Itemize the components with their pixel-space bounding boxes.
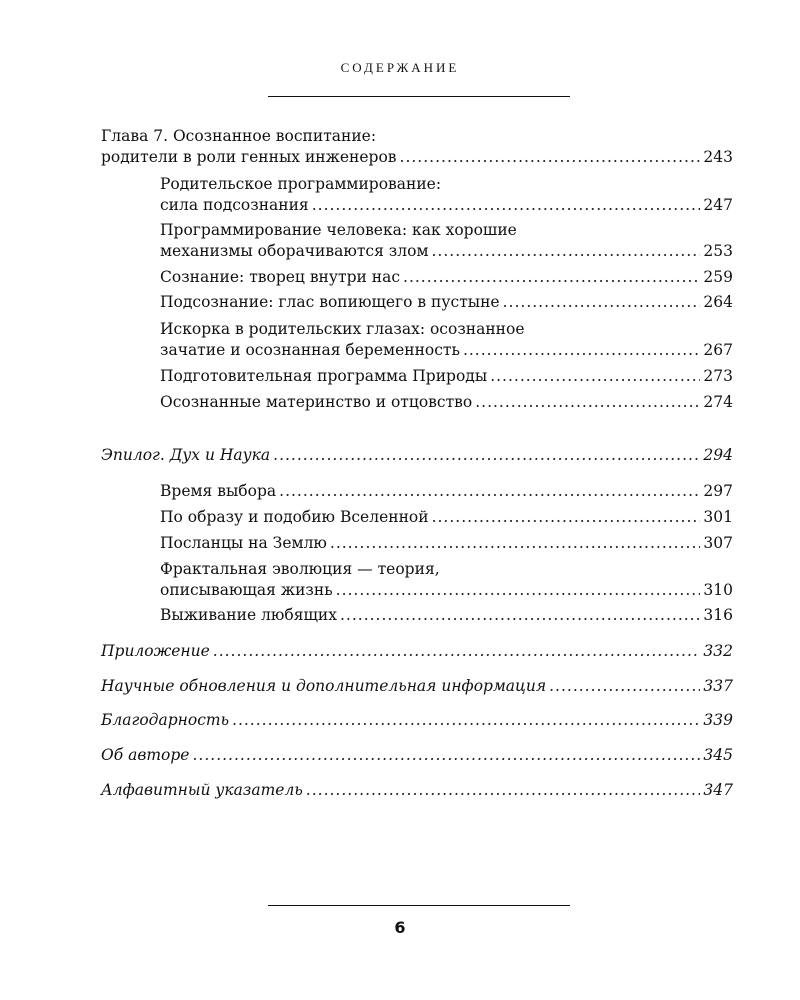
toc-page-number: 297 — [703, 482, 733, 500]
toc-page-number: 310 — [703, 581, 733, 599]
toc-entry-title-line2: родители в роли генных инженеров — [101, 148, 397, 166]
toc-leader-dots — [213, 641, 701, 662]
toc-entry-section[interactable] — [160, 220, 733, 262]
toc-entry-title: Подготовительная программа Природы — [160, 367, 488, 385]
toc-entry-about-author[interactable] — [101, 745, 733, 766]
toc-leader-dots — [312, 195, 701, 216]
toc-entry-title-line1: Программирование человека: как хорошие — [160, 221, 517, 239]
toc-page-number: 259 — [703, 268, 733, 286]
toc-entry-scientific-updates[interactable] — [101, 676, 733, 697]
toc-entry-section[interactable] — [160, 366, 733, 387]
toc-page-number: 273 — [703, 367, 733, 385]
toc-entry-title: Эпилог. Дух и Наука — [101, 446, 271, 464]
toc-leader-dots — [432, 507, 701, 528]
toc-entry-section[interactable] — [160, 319, 733, 361]
toc-page-number: 339 — [703, 711, 733, 729]
toc-leader-dots — [549, 676, 700, 697]
toc-page-number: 337 — [703, 677, 733, 695]
toc-leader-dots — [475, 392, 700, 413]
toc-leader-dots — [463, 340, 700, 361]
toc-entry-section[interactable] — [160, 559, 733, 601]
toc-entry-section[interactable] — [160, 174, 733, 216]
toc-leader-dots — [503, 292, 701, 313]
toc-page-number: 267 — [703, 341, 733, 359]
toc-entry-title: Подсознание: глас вопиющего в пустыне — [160, 293, 500, 311]
toc-leader-dots — [490, 366, 700, 387]
toc-page-number: 264 — [703, 293, 733, 311]
toc-entry-title: По образу и подобию Вселенной — [160, 508, 429, 526]
toc-entry-title-line2: описывающая жизнь — [160, 581, 333, 599]
toc-leader-dots — [403, 267, 700, 288]
toc-entry-section[interactable] — [160, 481, 733, 502]
toc-entry-title: Время выбора — [160, 482, 277, 500]
toc-page-number: 332 — [703, 642, 733, 660]
toc-leader-dots — [279, 481, 700, 502]
toc-leader-dots — [432, 241, 701, 262]
toc-entry-title: Алфавитный указатель — [101, 781, 303, 799]
toc-entry-section[interactable] — [160, 533, 733, 554]
toc-entry-title-line1: Глава 7. Осознанное воспитание: — [101, 127, 377, 145]
toc-page-number: 307 — [703, 534, 733, 552]
toc-page-number: 347 — [703, 781, 733, 799]
toc-entry-title-line2: механизмы оборачиваются злом — [160, 242, 429, 260]
toc-page-number: 253 — [703, 242, 733, 260]
toc-leader-dots — [400, 147, 701, 168]
toc-entry-section[interactable] — [160, 267, 733, 288]
toc-page-number: 294 — [703, 446, 733, 464]
toc-leader-dots — [330, 533, 701, 554]
toc-entry-appendix[interactable] — [101, 641, 733, 662]
toc-entry-section[interactable] — [160, 392, 733, 413]
toc-leader-dots — [192, 745, 700, 766]
toc-entry-title: Научные обновления и дополнительная информация — [101, 677, 547, 695]
toc-entry-title: Сознание: творец внутри нас — [160, 268, 401, 286]
toc-page-number: 301 — [703, 508, 733, 526]
toc-entry-title-line2: сила подсознания — [160, 196, 309, 214]
page-number: 6 — [394, 918, 406, 937]
toc-entry-title-line2: зачатие и осознанная беременность — [160, 341, 460, 359]
footer-rule — [268, 905, 570, 906]
toc-leader-dots — [336, 580, 701, 601]
toc-entry-title-line1: Фрактальная эволюция — теория, — [160, 560, 440, 578]
toc-entry-section[interactable] — [160, 507, 733, 528]
toc-entry-acknowledgements[interactable] — [101, 710, 733, 731]
toc-page-number: 316 — [703, 606, 733, 624]
toc-page-number: 247 — [703, 196, 733, 214]
toc-entry-index[interactable] — [101, 780, 733, 801]
toc-leader-dots — [232, 710, 700, 731]
toc-entry-title-line1: Родительское программирование: — [160, 175, 442, 193]
toc-leader-dots — [306, 780, 701, 801]
toc-page-number: 243 — [703, 148, 733, 166]
toc-leader-dots — [340, 605, 700, 626]
toc-entry-chapter-7[interactable] — [101, 126, 733, 168]
toc-entry-title: Об авторе — [101, 746, 190, 764]
toc-page-number: 345 — [703, 746, 733, 764]
toc-entry-title: Выживание любящих — [160, 606, 337, 624]
toc-entry-title: Приложение — [101, 642, 210, 660]
toc-leader-dots — [273, 445, 700, 466]
toc-entry-title: Посланцы на Землю — [160, 534, 327, 552]
toc-entry-epilogue[interactable] — [101, 445, 733, 466]
toc-entry-title: Осознанные материнство и отцовство — [160, 393, 473, 411]
toc-entry-title: Благодарность — [101, 711, 230, 729]
toc-page-number: 274 — [703, 393, 733, 411]
toc-entry-title-line1: Искорка в родительских глазах: осознанное — [160, 320, 525, 338]
page-header-title: СОДЕРЖАНИЕ — [340, 60, 460, 75]
toc-entry-section[interactable] — [160, 292, 733, 313]
toc-entry-section[interactable] — [160, 605, 733, 626]
